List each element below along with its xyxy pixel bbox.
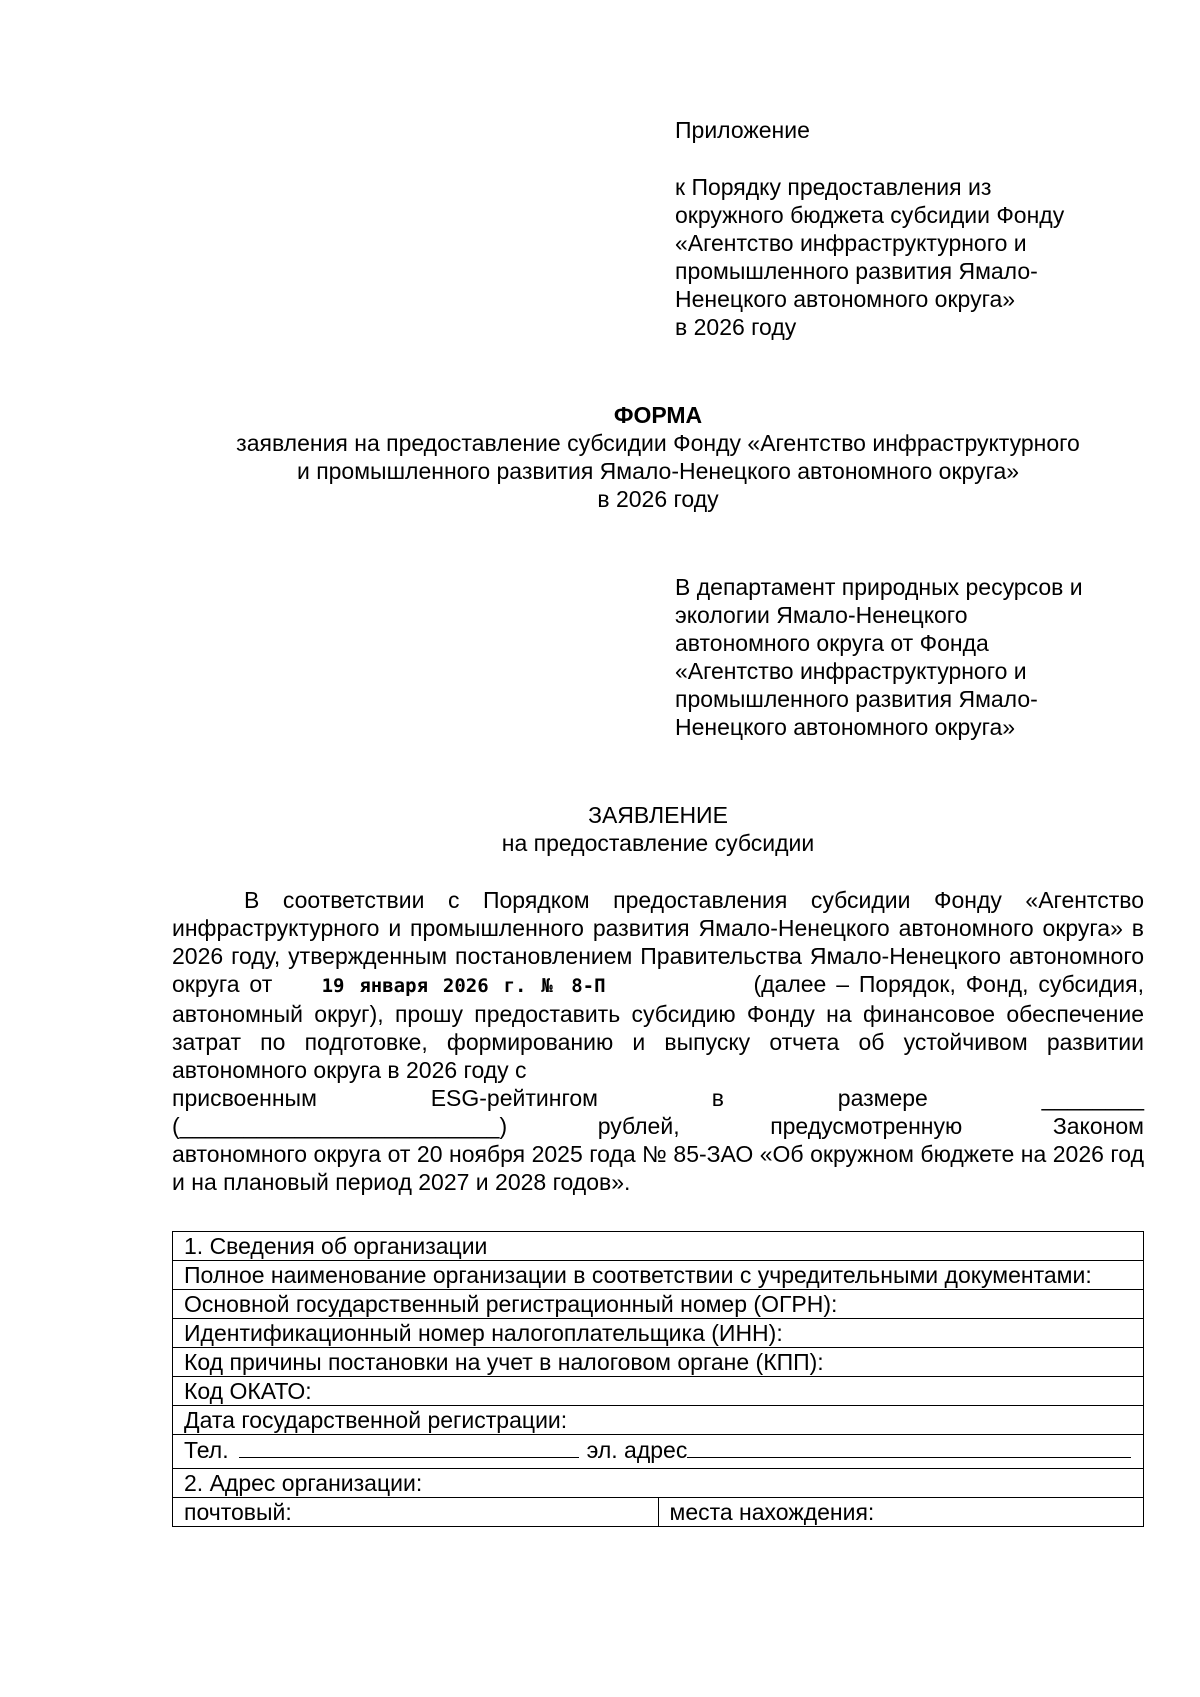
amount-line bbox=[172, 1084, 1144, 1112]
table-row bbox=[173, 1498, 1144, 1527]
body-word: рублей, bbox=[597, 1113, 680, 1139]
body-word: Законом bbox=[1052, 1113, 1144, 1139]
amount-blank[interactable]: ________ bbox=[1041, 1085, 1144, 1111]
table-row bbox=[173, 1377, 1144, 1406]
table-row bbox=[173, 1290, 1144, 1319]
email-label: эл. адрес bbox=[586, 1437, 688, 1463]
table-row bbox=[173, 1435, 1144, 1469]
recipient-line: автономного округа от Фонда bbox=[675, 630, 989, 656]
okato-field[interactable]: Код ОКАТО: bbox=[173, 1377, 1144, 1406]
kpp-field[interactable]: Код причины постановки на учет в налоговом органе (КПП): bbox=[173, 1348, 1144, 1377]
section1-header: 1. Сведения об организации bbox=[173, 1232, 1144, 1261]
recipient-line: Ненецкого автономного округа» bbox=[675, 714, 1016, 740]
appendix-title-text: Приложение bbox=[675, 117, 810, 143]
organization-info-table bbox=[172, 1231, 1144, 1527]
phone-field[interactable] bbox=[239, 1435, 579, 1458]
body-word: предусмотренную bbox=[770, 1113, 963, 1139]
appendix-line: в 2026 году bbox=[675, 314, 797, 340]
amount-words-line bbox=[172, 1112, 1144, 1140]
recipient-line: промышленного развития Ямало- bbox=[675, 686, 1038, 712]
phone-label: Тел. bbox=[184, 1437, 229, 1463]
appendix-line: Ненецкого автономного округа» bbox=[675, 286, 1016, 312]
contacts-line bbox=[184, 1435, 1143, 1464]
body-text-part2: (далее – Порядок, Фонд, субсидия, автономный округ), прошу предоставить субсидию Фонду на финансовое обеспечение затрат по подготовке, формированию и выпуску отчета об устойчивом развитии автономного округа в 2026 году с bbox=[172, 971, 1144, 1083]
inn-field[interactable]: Идентификационный номер налогоплательщика (ИНН): bbox=[173, 1319, 1144, 1348]
statement-title: ЗАЯВЛЕНИЕ bbox=[588, 802, 728, 828]
appendix-title bbox=[675, 116, 1145, 144]
body-paragraph bbox=[172, 886, 1144, 1084]
table-row bbox=[173, 1469, 1144, 1498]
appendix-line: «Агентство инфраструктурного и bbox=[675, 230, 1027, 256]
decree-date-stamp: 19 января 2026 г. № 8-П bbox=[321, 975, 606, 997]
form-subtitle-line: заявления на предоставление субсидии Фонду «Агентство инфраструктурного bbox=[236, 430, 1080, 456]
registration-date-field[interactable]: Дата государственной регистрации: bbox=[173, 1406, 1144, 1435]
appendix-reference bbox=[675, 173, 1145, 341]
section2-header: 2. Адрес организации: bbox=[173, 1469, 1144, 1498]
appendix-line: к Порядку предоставления из bbox=[675, 174, 992, 200]
amount-words-blank[interactable]: (_________________________) bbox=[172, 1113, 508, 1139]
body-word: присвоенным bbox=[172, 1085, 317, 1111]
full-name-field[interactable]: Полное наименование организации в соответствии с учредительными документами: bbox=[173, 1261, 1144, 1290]
body-word: в bbox=[711, 1085, 724, 1111]
recipient-line: В департамент природных ресурсов и bbox=[675, 574, 1083, 600]
body-text-part3: автономного округа от 20 ноября 2025 года № 85-ЗАО «Об окружном бюджете на 2026 год и на плановый период 2027 и 2028 годов». bbox=[172, 1141, 1144, 1195]
form-heading bbox=[172, 401, 1144, 513]
table-row bbox=[173, 1232, 1144, 1261]
contacts-cell bbox=[173, 1435, 1144, 1469]
recipient-line: экологии Ямало-Ненецкого bbox=[675, 602, 968, 628]
ogrn-field[interactable]: Основной государственный регистрационный номер (ОГРН): bbox=[173, 1290, 1144, 1319]
table-row bbox=[173, 1406, 1144, 1435]
recipient-line: «Агентство инфраструктурного и bbox=[675, 658, 1027, 684]
email-field[interactable] bbox=[687, 1435, 1131, 1458]
table-row bbox=[173, 1319, 1144, 1348]
statement-heading bbox=[172, 801, 1144, 857]
form-title: ФОРМА bbox=[613, 402, 703, 428]
form-subtitle-line: и промышленного развития Ямало-Ненецкого автономного округа» bbox=[296, 458, 1020, 484]
location-address-field[interactable]: места нахождения: bbox=[658, 1498, 1144, 1527]
postal-address-field[interactable]: почтовый: bbox=[173, 1498, 659, 1527]
recipient-block bbox=[675, 573, 1145, 741]
table-row bbox=[173, 1261, 1144, 1290]
table-row bbox=[173, 1348, 1144, 1377]
appendix-line: промышленного развития Ямало- bbox=[675, 258, 1038, 284]
body-word: размере bbox=[837, 1085, 928, 1111]
form-subtitle-line: в 2026 году bbox=[597, 486, 719, 512]
statement-body bbox=[172, 886, 1144, 1196]
statement-subtitle: на предоставление субсидии bbox=[501, 830, 815, 856]
appendix-line: окружного бюджета субсидии Фонду bbox=[675, 202, 1065, 228]
body-word: ESG-рейтингом bbox=[430, 1085, 598, 1111]
body-text-part1: В соответствии с Порядком предоставления субсидии Фонду «Агентство инфраструктурного и промышленного развития Ямало-Ненецкого автономного округа» в 2026 году, утвержденным постановлением Правительства Ямало-Ненецкого автономного округа от bbox=[172, 887, 1144, 997]
